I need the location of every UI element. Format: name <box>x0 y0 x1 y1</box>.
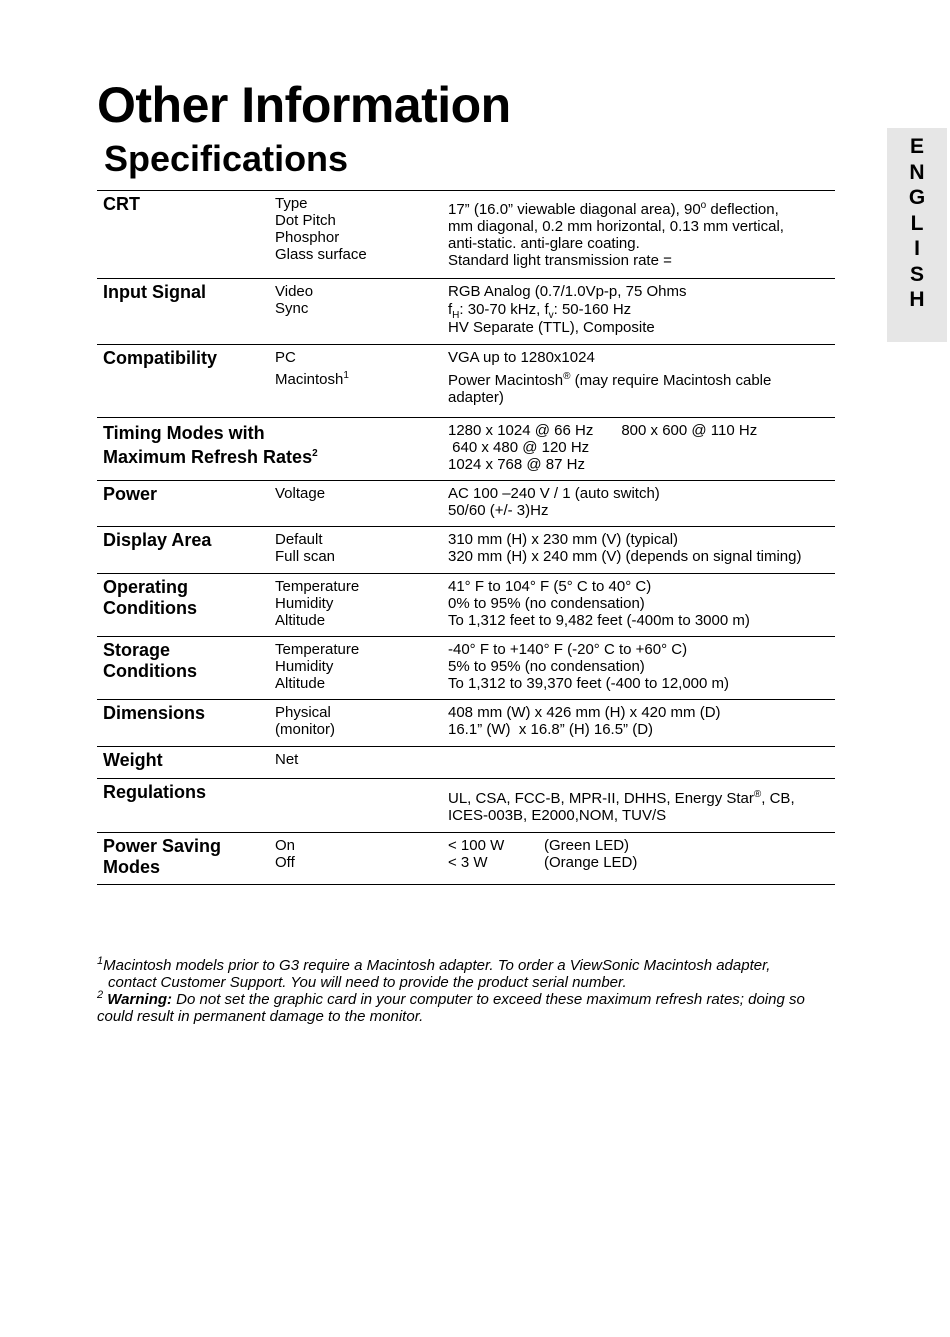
footnote-2 <box>97 991 827 1008</box>
spec-label: Power <box>103 484 158 504</box>
spec-row-power-saving-modes <box>97 833 835 885</box>
spec-value-text: < 100 W <box>448 837 505 854</box>
spec-label: Weight <box>103 750 163 770</box>
spec-sublabels <box>275 641 445 692</box>
spec-label <box>103 421 343 469</box>
superscript: 2 <box>312 448 318 459</box>
spec-sublabels <box>275 531 445 565</box>
spec-sublabels <box>275 837 445 871</box>
spec-value: RGB Analog (0.7/1.0Vp-p, 75 Ohms <box>448 283 687 300</box>
spec-values <box>448 790 833 824</box>
spec-label: Regulations <box>103 782 207 802</box>
spec-values <box>448 283 833 336</box>
spec-sublabel: Off <box>275 854 295 871</box>
footnote-text: contact Customer Support. You will need to provide the product serial number. <box>108 974 627 991</box>
spec-value: VGA up to 1280x1024 <box>448 349 595 366</box>
spec-label: Input Signal <box>103 282 206 302</box>
spec-value <box>448 201 833 218</box>
spec-value <box>448 300 833 319</box>
spec-value <box>448 372 833 389</box>
spec-values <box>448 837 833 871</box>
spec-label-line: Power Saving <box>103 836 222 856</box>
spec-values <box>448 201 833 269</box>
spec-value-text: 800 x 600 @ 110 Hz <box>621 422 758 439</box>
spec-sublabel: Net <box>275 751 299 768</box>
spec-sublabel: Altitude <box>275 612 326 629</box>
spec-sublabel: On <box>275 837 296 854</box>
spec-sublabel: PC <box>275 349 296 366</box>
spec-label-line: Conditions <box>103 661 197 681</box>
spec-label-line: Modes <box>103 857 161 877</box>
spec-sublabels <box>275 578 445 629</box>
spec-values <box>448 485 833 519</box>
spec-value-text: deflection, <box>706 201 779 218</box>
spec-value: HV Separate (TTL), Composite <box>448 319 655 336</box>
spec-row-power <box>97 481 835 527</box>
spec-values <box>448 704 833 738</box>
spec-row-timing-modes <box>97 418 835 481</box>
spec-sublabel: Dot Pitch <box>275 212 336 229</box>
spec-value: mm diagonal, 0.2 mm horizontal, 0.13 mm vertical, <box>448 218 784 235</box>
spec-label-line: Operating <box>103 577 189 597</box>
spec-sublabel: Voltage <box>275 485 326 502</box>
spec-value: 5% to 95% (no condensation) <box>448 658 645 675</box>
spec-value: adapter) <box>448 389 504 406</box>
spec-value: 1024 x 768 @ 87 Hz <box>448 456 585 473</box>
led-indicator-text: (Green LED) <box>544 837 630 854</box>
spec-sublabel <box>275 371 445 388</box>
footnote-text: Macintosh models prior to G3 require a Macintosh adapter. To order a ViewSonic Macintosh adapter, <box>103 957 771 974</box>
spec-row-dimensions <box>97 700 835 747</box>
superscript: o <box>700 200 707 211</box>
spec-value-text: Power Macintosh <box>448 372 564 389</box>
spec-sublabel: Temperature <box>275 641 360 658</box>
language-tab-letter: G <box>908 186 926 209</box>
spec-value: anti-static. anti-glare coating. <box>448 235 640 252</box>
language-tab-letter: L <box>910 211 924 235</box>
spec-values <box>448 641 833 692</box>
section-title: Specifications <box>104 138 349 179</box>
spec-label-line: Timing Modes with <box>103 423 265 443</box>
footnote-marker: 1 <box>97 955 104 967</box>
spec-row-operating-conditions <box>97 574 835 637</box>
footnote-warning-label: Warning: <box>107 991 173 1008</box>
spec-sublabel: Video <box>275 283 314 300</box>
spec-value: 16.1” (W) x 16.8” (H) 16.5” (D) <box>448 721 654 738</box>
spec-label <box>103 836 273 878</box>
spec-label: Display Area <box>103 530 212 550</box>
spec-sublabel: Altitude <box>275 675 326 692</box>
specifications-table <box>97 190 835 885</box>
spec-label <box>103 577 273 619</box>
spec-value: -40° F to +140° F (-20° C to +60° C) <box>448 641 688 658</box>
spec-sublabel: Full scan <box>275 548 336 565</box>
spec-row-storage-conditions <box>97 637 835 700</box>
spec-value <box>448 790 833 807</box>
footnote-1 <box>97 957 827 974</box>
spec-value: ICES-003B, E2000,NOM, TUV/S <box>448 807 667 824</box>
language-tab-letter: N <box>909 160 925 184</box>
spec-sublabels <box>275 195 445 263</box>
spec-sublabels <box>275 485 445 502</box>
footnote-marker: 2 <box>97 989 104 1001</box>
spec-values <box>448 349 833 406</box>
spec-label-line: Storage <box>103 640 171 660</box>
spec-value: 41° F to 104° F (5° C to 40° C) <box>448 578 652 595</box>
spec-value <box>448 854 833 871</box>
spec-sublabel: Sync <box>275 300 309 317</box>
spec-value: To 1,312 to 39,370 feet (-400 to 12,000 m) <box>448 675 730 692</box>
language-tab-letter: S <box>909 262 924 286</box>
spec-value-text: 17” (16.0” viewable diagonal area), 90 <box>448 201 701 218</box>
spec-value <box>448 837 833 854</box>
spec-value-text: : 50-160 Hz <box>553 301 632 318</box>
spec-value-text: f <box>448 301 453 318</box>
spec-sublabel: Humidity <box>275 595 334 612</box>
spec-value-text: 1280 x 1024 @ 66 Hz <box>448 422 594 439</box>
spec-row-regulations <box>97 779 835 833</box>
spec-value-text: : 30-70 kHz, f <box>459 301 549 318</box>
spec-sublabel: Glass surface <box>275 246 367 263</box>
spec-sublabel: Physical <box>275 704 331 721</box>
spec-row-compatibility <box>97 345 835 418</box>
spec-value: 0% to 95% (no condensation) <box>448 595 645 612</box>
spec-value: 310 mm (H) x 230 mm (V) (typical) <box>448 531 679 548</box>
spec-row-display-area <box>97 527 835 574</box>
spec-sublabel: Phosphor <box>275 229 340 246</box>
spec-row-input-signal <box>97 279 835 345</box>
spec-sublabel: Default <box>275 531 323 548</box>
spec-label <box>103 640 273 682</box>
spec-values <box>448 531 833 565</box>
spec-label-text: Maximum Refresh Rates <box>103 447 313 467</box>
spec-row-crt <box>97 191 835 279</box>
spec-sublabel: Type <box>275 195 308 212</box>
spec-sublabels <box>275 704 445 738</box>
spec-label: Dimensions <box>103 703 206 723</box>
spec-row-weight <box>97 747 835 779</box>
spec-sublabels <box>275 283 445 317</box>
spec-values <box>448 578 833 629</box>
language-tab-letter: I <box>914 237 920 260</box>
spec-sublabel: Humidity <box>275 658 334 675</box>
footnote-text: could result in permanent damage to the monitor. <box>97 1008 424 1025</box>
spec-value: To 1,312 feet to 9,482 feet (-400m to 3000 m) <box>448 612 750 629</box>
spec-value: 408 mm (W) x 426 mm (H) x 420 mm (D) <box>448 704 721 721</box>
spec-value-text: (may require Macintosh cable <box>570 372 772 389</box>
spec-value: 320 mm (H) x 240 mm (V) (depends on signal timing) <box>448 548 802 565</box>
spec-label-line <box>103 445 343 469</box>
footnote-text: Do not set the graphic card in your computer to exceed these maximum refresh rates; doing so <box>172 991 805 1008</box>
led-indicator-text: (Orange LED) <box>544 854 638 871</box>
language-tab <box>887 128 947 342</box>
subscript: H <box>452 310 460 321</box>
spec-sublabel: Temperature <box>275 578 360 595</box>
language-tab-letter: H <box>909 288 925 311</box>
spec-label: Compatibility <box>103 348 218 368</box>
superscript: 1 <box>343 370 349 381</box>
spec-sublabel: (monitor) <box>275 721 336 738</box>
spec-value: AC 100 –240 V / 1 (auto switch) <box>448 485 660 502</box>
superscript: ® <box>563 371 571 382</box>
superscript: ® <box>753 789 762 800</box>
spec-value-text: < 3 W <box>448 854 488 871</box>
page-title: Other Information <box>97 77 511 133</box>
spec-value: 640 x 480 @ 120 Hz <box>448 439 590 456</box>
subscript: v <box>548 310 554 321</box>
language-tab-letter: E <box>909 135 924 158</box>
spec-value <box>448 422 833 439</box>
spec-value: 50/60 (+/- 3)Hz <box>448 502 549 519</box>
spec-sublabels <box>275 349 445 388</box>
spec-label: CRT <box>103 194 140 214</box>
spec-sublabel-text: Macintosh <box>275 371 344 388</box>
spec-values <box>448 422 833 473</box>
footnotes <box>97 957 827 1025</box>
spec-value-text: , CB, <box>761 790 795 807</box>
spec-sublabels <box>275 751 445 768</box>
spec-value-text: UL, CSA, FCC-B, MPR-II, DHHS, Energy Star <box>448 790 754 807</box>
spec-value: Standard light transmission rate = <box>448 252 672 269</box>
spec-label-line: Conditions <box>103 598 197 618</box>
